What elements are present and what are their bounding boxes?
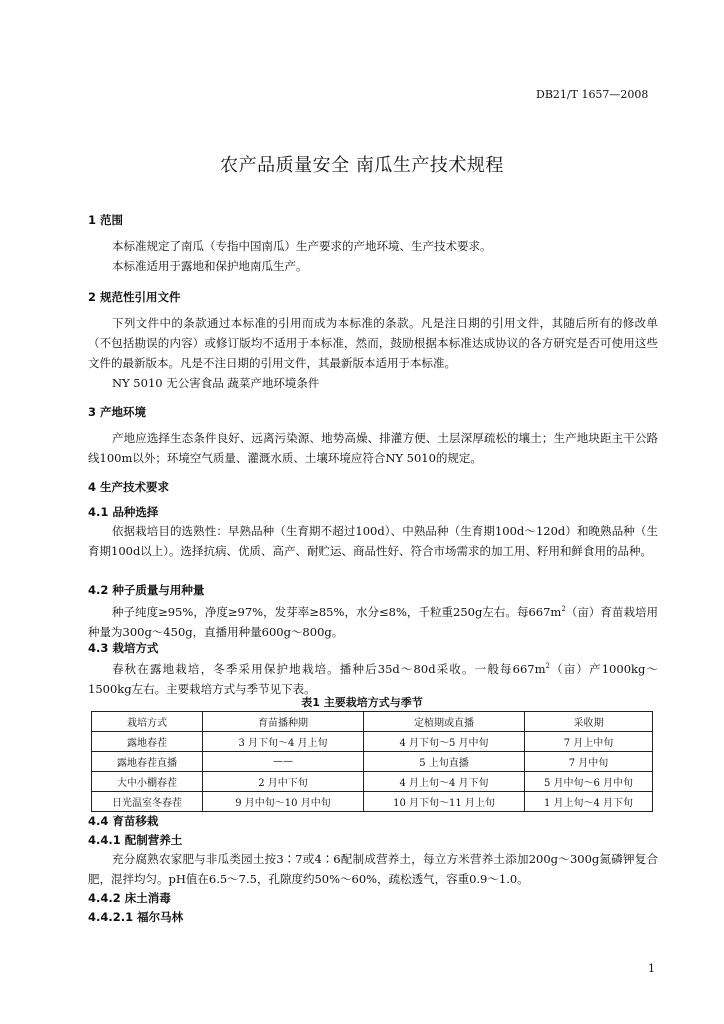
table-cell: 4 月下旬～5 月中旬 bbox=[364, 732, 525, 752]
section-4-2-superscript: 2 bbox=[561, 605, 566, 613]
section-4-4-2-heading: 4.4.2 床土消毒 bbox=[88, 891, 171, 905]
section-4-4-1-heading: 4.4.1 配制营养土 bbox=[88, 833, 183, 847]
document-title: 农产品质量安全 南瓜生产技术规程 bbox=[220, 155, 504, 176]
table-cell: 4 月上旬～4 月下旬 bbox=[364, 772, 525, 792]
section-4-2-heading: 4.2 种子质量与用种量 bbox=[88, 583, 205, 597]
section-4-2-para bbox=[88, 599, 658, 642]
section-4-2-text-a: 种子纯度≥95%，净度≥97%，发芽率≥85%，水分≤8%，千粒重250g左右。每667m bbox=[112, 604, 562, 619]
table-cell: 7 月上中旬 bbox=[525, 732, 653, 752]
table-cell: 7 月中旬 bbox=[525, 752, 653, 772]
section-4-3-text-a: 春秋在露地栽培，冬季采用保护地栽培。播种后35d～80d采收。一般每667m bbox=[112, 661, 546, 676]
table-cell: 5 上旬直播 bbox=[364, 752, 525, 772]
table-cell: 2 月中下旬 bbox=[203, 772, 364, 792]
section-4-4-heading: 4.4 育苗移栽 bbox=[88, 814, 159, 828]
section-4-3-text-b: （亩）产1000kg～1500kg左右。主要栽培方式与季节见下表。 bbox=[88, 661, 658, 696]
section-1-para-1: 本标准规定了南瓜（专指中国南瓜）生产要求的产地环境、生产技术要求。 bbox=[112, 239, 492, 253]
table-caption: 表1 主要栽培方式与季节 bbox=[301, 696, 423, 709]
section-4-1-heading: 4.1 品种选择 bbox=[88, 505, 159, 519]
normative-reference: NY 5010 无公害食品 蔬菜产地环境条件 bbox=[112, 376, 320, 390]
section-4-1-para: 依据栽培目的选熟性：早熟品种（生育期不超过100d）、中熟品种（生育期100d～120d）和晚熟品种（生育期100d以上）。选择抗病、优质、高产、耐贮运、商品性好、符合市场需求的加工用、籽用和鲜食用的品种。 bbox=[88, 524, 658, 558]
section-3-para-1: 产地应选择生态条件良好、远离污染源、地势高燥、排灌方便、土层深厚疏松的壤土；生产地块距主干公路线100m以外；环境空气质量、灌溉水质、土壤环境应符合NY 5010的规定。 bbox=[88, 431, 658, 465]
table-header-cell: 采收期 bbox=[525, 712, 653, 732]
table-cell: 9 月中旬～10 月中旬 bbox=[203, 792, 364, 812]
cultivation-season-table bbox=[91, 711, 653, 812]
table-cell: 5 月中旬～6 月中旬 bbox=[525, 772, 653, 792]
section-2-para-1: 下列文件中的条款通过本标准的引用而成为本标准的条款。凡是注日期的引用文件，其随后所有的修改单（不包括勘误的内容）或修订版均不适用于本标准，然而，鼓励根据本标准达成协议的各方研究是否可使用这些文件的最新版本。凡是不注日期的引用文件，其最新版本适用于本标准。 bbox=[88, 316, 658, 370]
section-3-heading: 3 产地环境 bbox=[88, 405, 147, 419]
section-4-3-para bbox=[88, 656, 658, 699]
section-4-heading: 4 生产技术要求 bbox=[88, 480, 170, 494]
table-cell: 露地春茬直播 bbox=[92, 752, 203, 772]
table-cell: 3 月下旬～4 月上旬 bbox=[203, 732, 364, 752]
section-1-para-2: 本标准适用于露地和保护地南瓜生产。 bbox=[112, 259, 308, 273]
section-4-4-1-para: 充分腐熟农家肥与非瓜类园土按3∶7或4∶6配制成营养土，每立方米营养土添加200g～300g氮磷钾复合肥，混拌均匀。pH值在6.5～7.5，孔隙度约50%～60%，疏松透气，容重0.9～1.0。 bbox=[88, 852, 658, 886]
table-header-cell: 栽培方式 bbox=[92, 712, 203, 732]
section-4-4-2-1-heading: 4.4.2.1 福尔马林 bbox=[88, 910, 184, 924]
section-4-3-heading: 4.3 栽培方式 bbox=[88, 641, 159, 655]
table-row bbox=[92, 792, 653, 812]
section-4-3-superscript: 2 bbox=[545, 662, 550, 670]
table-row bbox=[92, 772, 653, 792]
table-row bbox=[92, 732, 653, 752]
table-header-cell: 育苗播种期 bbox=[203, 712, 364, 732]
table-header-cell: 定植期或直播 bbox=[364, 712, 525, 732]
table-header-row bbox=[92, 712, 653, 732]
table-row bbox=[92, 752, 653, 772]
table-cell: 日光温室冬春茬 bbox=[92, 792, 203, 812]
section-4-2-text-b: （亩）育苗栽培用种量为300g～450g，直播用种量600g～800g。 bbox=[88, 604, 658, 639]
section-1-heading: 1 范围 bbox=[88, 213, 124, 227]
table-cell: 10 月下旬～11 月上旬 bbox=[364, 792, 525, 812]
standard-code: DB21/T 1657—2008 bbox=[536, 88, 649, 101]
table-cell: 大中小棚春茬 bbox=[92, 772, 203, 792]
page-number: 1 bbox=[648, 962, 655, 975]
table-cell: 露地春茬 bbox=[92, 732, 203, 752]
table-cell: 1 月上旬～4 月下旬 bbox=[525, 792, 653, 812]
section-2-heading: 2 规范性引用文件 bbox=[88, 290, 181, 304]
table-cell: —— bbox=[203, 752, 364, 772]
